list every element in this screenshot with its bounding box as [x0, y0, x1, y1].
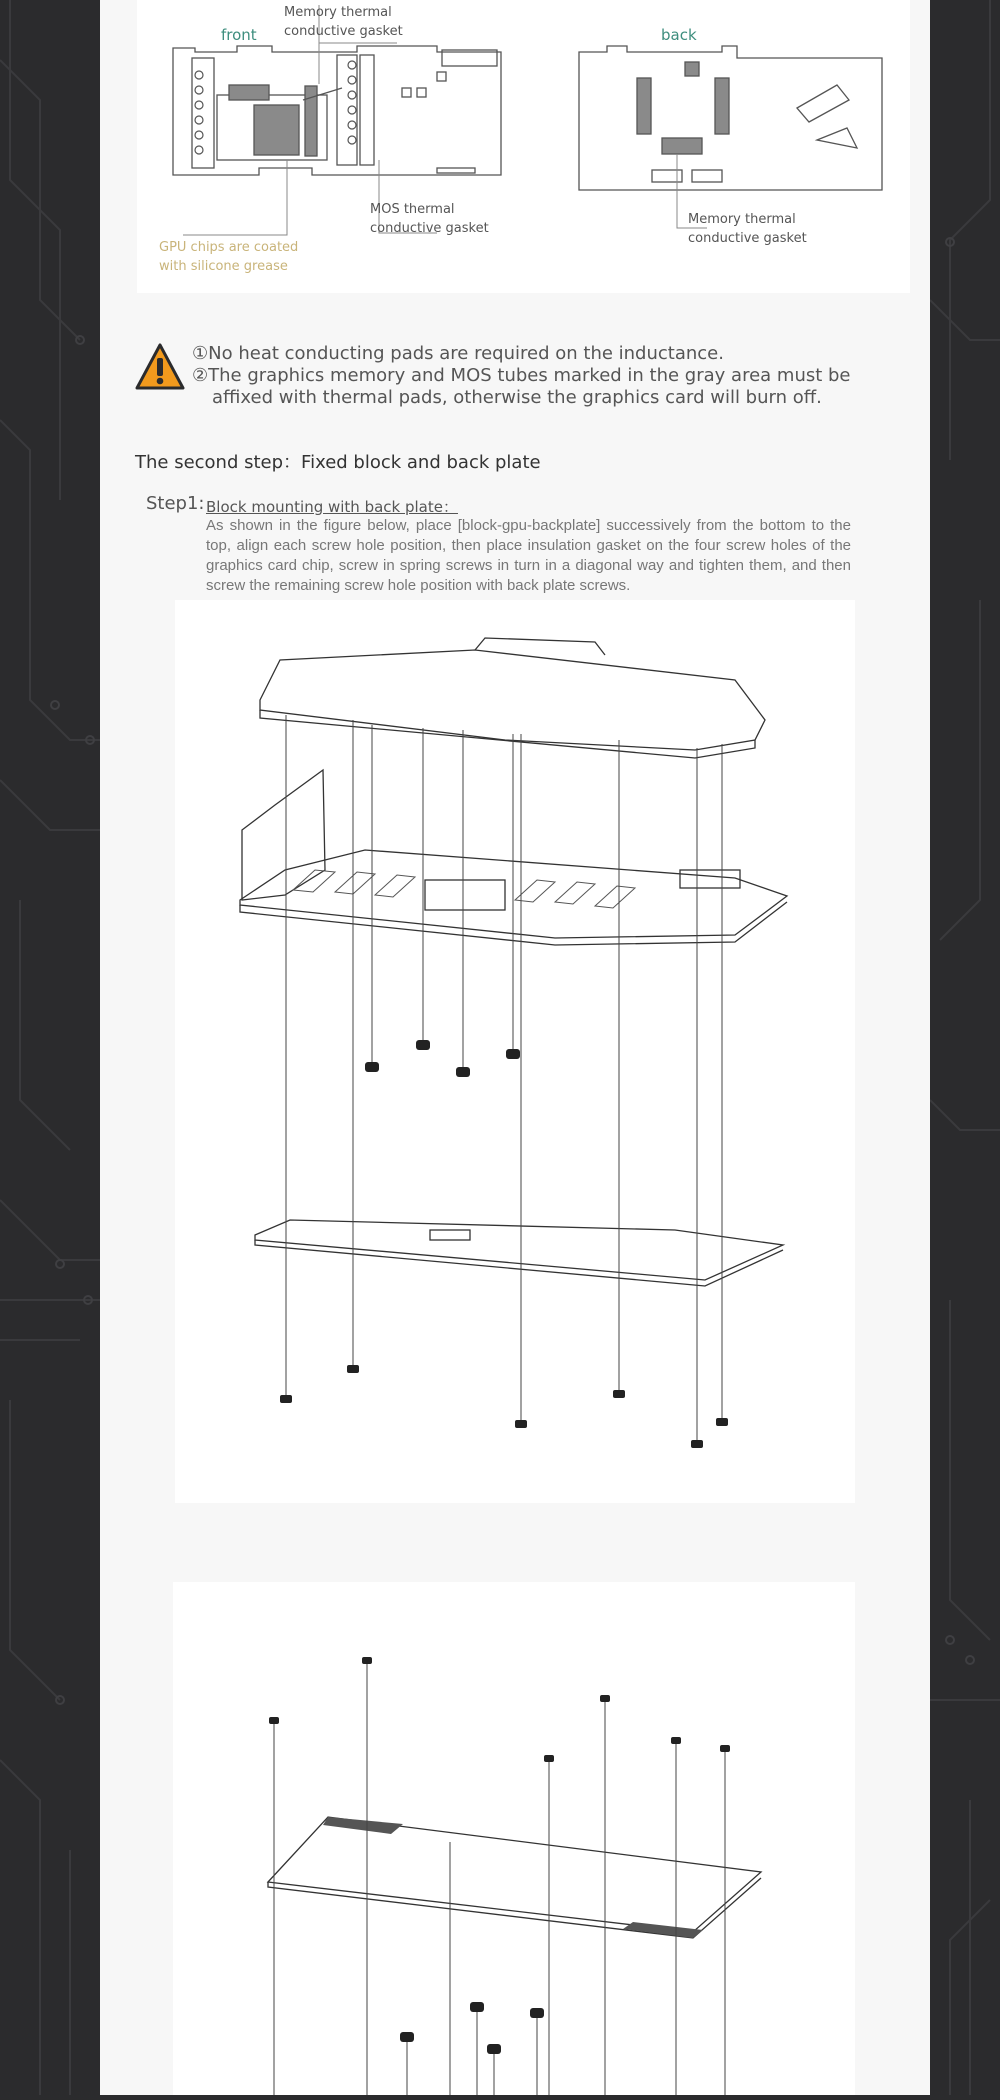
second-step-heading: The second step：Fixed block and back plate — [135, 452, 541, 473]
warning-notes — [192, 343, 851, 409]
thermal-pad-diagram-panel — [137, 0, 910, 293]
left-circuit-background — [0, 0, 100, 2095]
front-label: front — [221, 26, 257, 44]
step1-description: As shown in the figure below, place [block-gpu-backplate] successively from the bottom to the top, align each screw hole position, then place insulation gasket on the four screw holes of the graphics card chip, screw in spring screws in turn in a diagonal way and tighten them, and then screw the remaining screw hole position with back plate screws. — [206, 517, 851, 594]
note-1: ①No heat conducting pads are required on the inductance. — [192, 343, 724, 364]
step1-label: Step1: — [146, 493, 205, 514]
backplate-diagram — [173, 1582, 855, 2095]
note-2-continued: affixed with thermal pads, otherwise the graphics card will burn off. — [212, 387, 822, 408]
right-circuit-background — [930, 0, 1000, 2095]
note-2: ②The graphics memory and MOS tubes marked in the gray area must be — [192, 365, 851, 386]
memory-gasket-back-label: Memory thermal conductive gasket — [688, 212, 807, 246]
backplate-screw-figure — [173, 1582, 855, 2095]
circuit-pattern-right — [930, 0, 1000, 2095]
step1-title: Block mounting with back plate： — [206, 498, 458, 516]
gpu-chips-label: GPU chips are coated with silicone grease — [159, 240, 299, 274]
exploded-assembly-figure — [175, 600, 855, 1503]
memory-gasket-front-label: Memory thermal conductive gasket — [284, 5, 403, 39]
back-label: back — [661, 26, 697, 44]
circuit-pattern-left — [0, 0, 100, 2095]
warning-icon — [135, 342, 185, 392]
block-gpu-backplate-diagram — [175, 600, 855, 1503]
mos-gasket-label: MOS thermal conductive gasket — [370, 202, 489, 236]
manual-page — [100, 0, 930, 2095]
